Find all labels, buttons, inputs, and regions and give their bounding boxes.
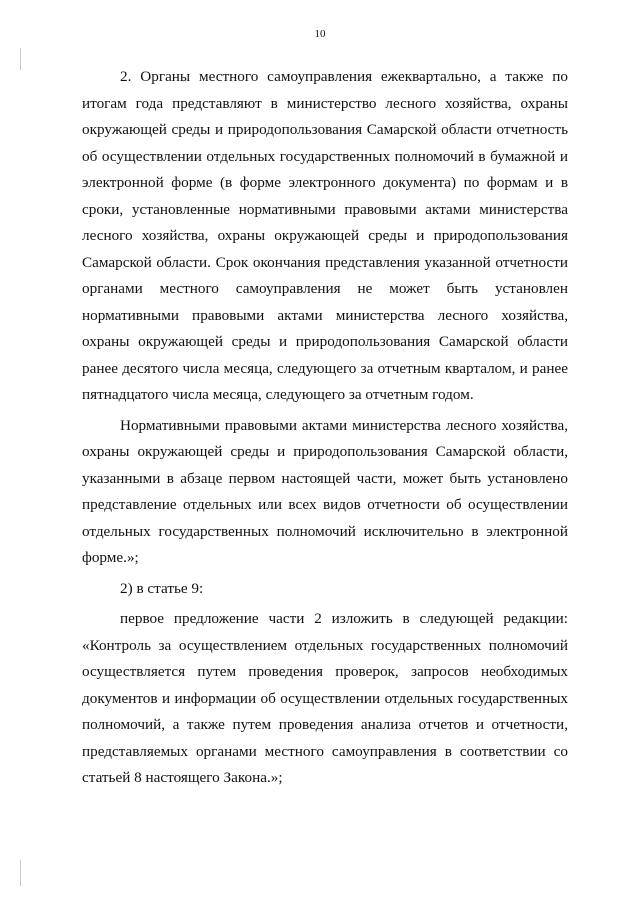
paragraph-reporting-requirements: 2. Органы местного самоуправления ежеквартально, а также по итогам года представляют в министерство лесного хозяйства, охраны окружающей среды и природопользования Самарской области отчетность об осуществлении отдельных государственных полномочий в бумажной и электронной форме (в форме электронного документа) по формам и в сроки, установленные нормативными правовыми актами министерства лесного хозяйства, охраны окружающей среды и природопользования Самарской области. Срок окончания представления указанной отчетности органами местного самоуправления не может быть установлен нормативными правовыми актами министерства лесного хозяйства, охраны окружающей среды и природопользования Самарской области ранее десятого числа месяца, следующего за отчетным кварталом, и ранее пятнадцатого числа месяца, следующего за отчетным годом. [82, 68, 568, 403]
scan-edge-mark-bottom [20, 860, 21, 886]
paragraph-electronic-form: Нормативными правовыми актами министерства лесного хозяйства, охраны окружающей среды и природопользования Самарской области, указанными в абзаце первом настоящей части, может быть установлено представление отдельных или всех видов отчетности об осуществлении отдельных государственных полномочий исключительно в электронной форме.»; [82, 416, 568, 566]
document-body [82, 64, 568, 792]
page-number: 10 [314, 28, 326, 40]
paragraph-control-amendment: первое предложение части 2 изложить в следующей редакции: «Контроль за осуществлением отдельных государственных полномочий осуществляется путем проведения проверок, запросов необходимых документов и информации об осуществлении отдельных государственных полномочий, а также путем проведения анализа отчетов и отчетности, представляемых органами местного самоуправления в соответствии со статьей 8 настоящего Закона.»; [82, 610, 568, 786]
scan-edge-mark-top [20, 48, 21, 70]
paragraph-article-9-heading: 2) в статье 9: [120, 579, 204, 597]
